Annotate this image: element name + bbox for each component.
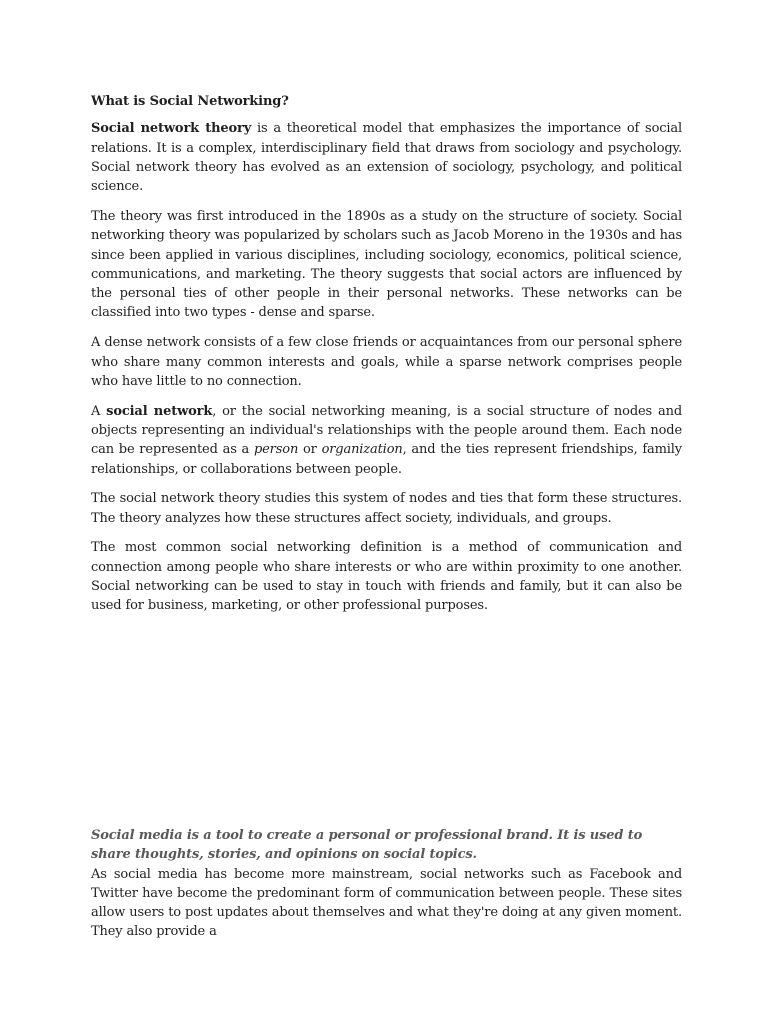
term-social-network-theory: Social network theory xyxy=(91,121,252,137)
page-title: What is Social Networking? xyxy=(91,94,289,109)
paragraph-social-network-definition xyxy=(91,402,682,479)
paragraph-common-definition: The most common social networking definition is a method of communication and connection among people who share interests or who are within proximity to one another. Social networking can be used to stay in touch with friends and family, but it can also be used for business, marketing, or other professional purposes. xyxy=(91,540,682,614)
paragraph-social-network-theory xyxy=(91,119,682,196)
paragraph-text: or xyxy=(298,442,322,458)
pull-quote: Social media is a tool to create a personal or professional brand. It is used to share thoughts, stories, and opinions on social topics. xyxy=(91,828,643,863)
paragraph-social-media: As social media has become more mainstream, social networks such as Facebook and Twitter have become the predominant form of communication between people. These sites allow users to post updates about themselves and what they're doing at any given moment. They also provide a xyxy=(91,866,682,940)
paragraph-text: , and the ties represent friendships, family relationships, or collaborations between people. xyxy=(91,442,682,477)
paragraph-dense-sparse: A dense network consists of a few close friends or acquaintances from our personal sphere who share many common interests and goals, while a sparse network comprises people who have little to no connection. xyxy=(91,335,682,389)
document-body xyxy=(91,92,682,626)
document-body-continued xyxy=(91,826,682,942)
paragraph-text: A xyxy=(91,403,107,419)
term-social-network: social network xyxy=(106,403,213,419)
paragraph-history: The theory was first introduced in the 1890s as a study on the structure of society. Social networking theory was popularized by scholars such as Jacob Moreno in the 1930s and has since been applied in various disciplines, including sociology, economics, political science, communications, and marketing. The theory suggests that social actors are influenced by the personal ties of other people in their personal networks. These networks can be classified into two types - dense and sparse. xyxy=(91,208,682,321)
term-organization: organization xyxy=(321,442,403,458)
paragraph-theory-studies: The social network theory studies this system of nodes and ties that form these structures. The theory analyzes how these structures affect society, individuals, and groups. xyxy=(91,491,682,526)
paragraph-text: , or the social networking meaning, is a social structure of nodes and objects representing an individual's relationships with the people around them. Each node can be represented as a xyxy=(91,403,682,458)
paragraph-text: is a theoretical model that emphasizes the importance of social relations. It is a complex, interdisciplinary field that draws from sociology and psychology. Social network theory has evolved as an extension of sociology, psychology, and political science. xyxy=(91,121,682,195)
term-person: person xyxy=(253,442,299,458)
